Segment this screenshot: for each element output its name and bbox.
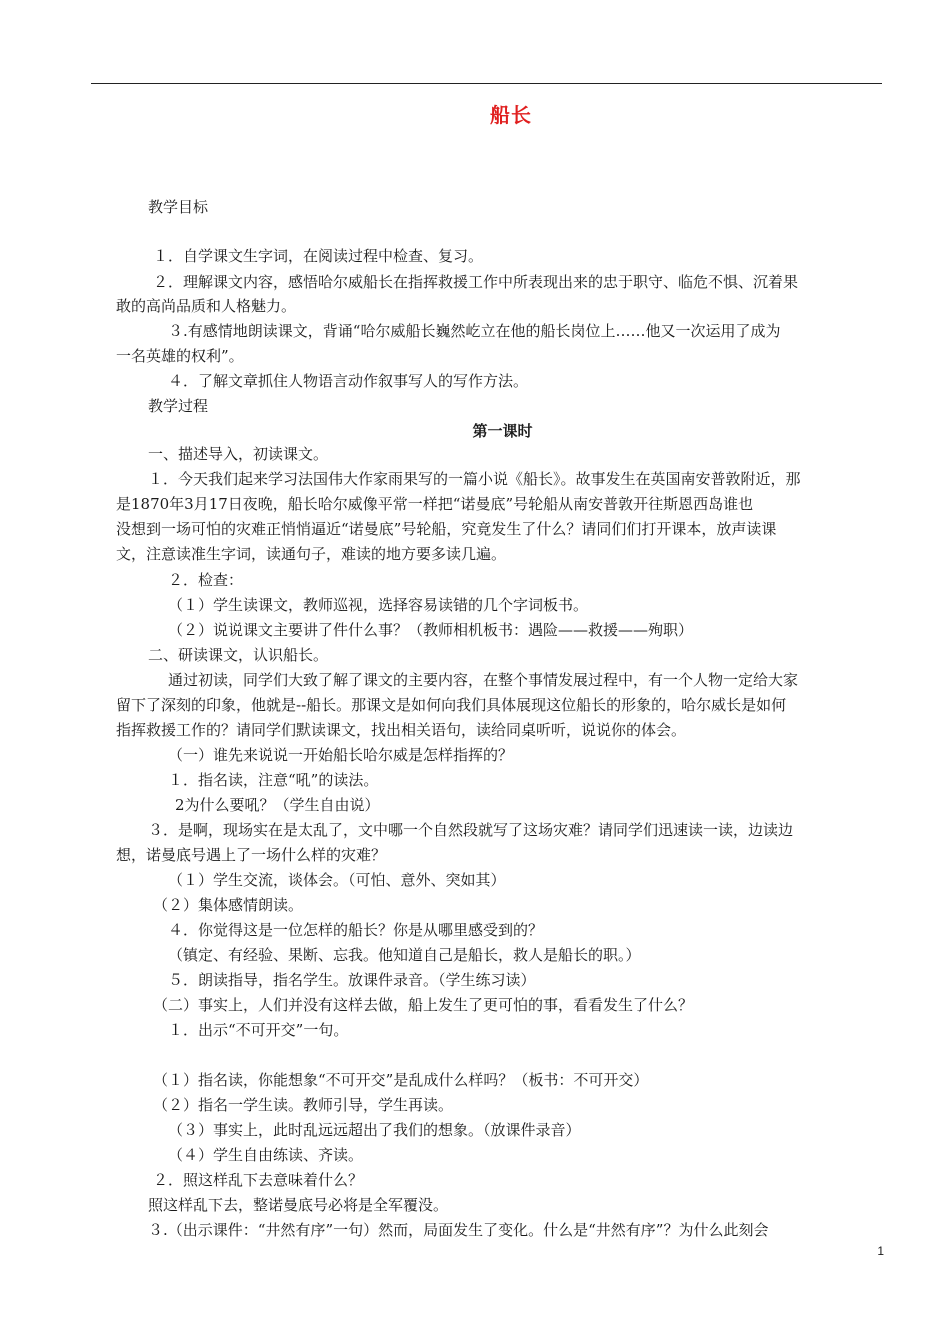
- text-line: （２）集体感情朗读。: [153, 896, 304, 914]
- text-line: 照这样乱下去，整诺曼底号必将是全军覆没。: [148, 1196, 449, 1214]
- text-line: ４．了解文章抓住人物语言动作叙事写人的写作方法。: [168, 372, 529, 390]
- text-line: 一名英雄的权利”。: [116, 347, 244, 365]
- text-line: （１）指名读，你能想象“不可开交”是乱成什么样吗？（板书：不可开交）: [153, 1071, 649, 1089]
- text-line: 是1870年3月17日夜晚，船长哈尔威像平常一样把“诺曼底”号轮船从南安普敦开往斯恩西岛谁也: [116, 495, 754, 513]
- text-line: 指挥救援工作的？请同学们默读课文，找出相关语句，读给同桌听听，说说你的体会。: [116, 721, 687, 739]
- text-line: ２．检查：: [168, 571, 244, 589]
- text-line: （１）学生读课文，教师巡视，选择容易读错的几个字词板书。: [168, 596, 589, 614]
- text-line: 没想到一场可怕的灾难正悄悄逼近“诺曼底”号轮船，究竟发生了什么？请同们们打开课本，放声读课: [116, 520, 777, 538]
- text-line: ３．是啊，现场实在是太乱了，文中哪一个自然段就写了这场灾难？请同学们迅速读一读，边读边: [148, 821, 794, 839]
- text-line: 教学目标: [148, 198, 209, 216]
- text-line: １．自学课文生字词，在阅读过程中检查、复习。: [153, 247, 484, 265]
- text-line: 留下了深刻的印象，他就是--船长。那课文是如何向我们具体展现这位船长的形象的，哈尔威长是如何: [116, 696, 787, 714]
- text-line: 一、描述导入，初读课文。: [148, 445, 329, 463]
- text-line: （２）说说课文主要讲了件什么事？（教师相机板书：遇险——救援——殉职）: [168, 621, 694, 639]
- text-line: （一）谁先来说说一开始船长哈尔威是怎样指挥的？: [168, 746, 514, 764]
- text-line: ４．你觉得这是一位怎样的船长？你是从哪里感受到的？: [168, 921, 544, 939]
- page-number: 1: [877, 1244, 884, 1258]
- text-line: ５．朗读指导，指名学生。放课件录音。（学生练习读）: [168, 971, 536, 989]
- text-line: ２．照这样乱下去意味着什么？: [153, 1171, 364, 1189]
- text-line: 二、研读课文，认识船长。: [148, 646, 329, 664]
- text-line: ２．理解课文内容，感悟哈尔威船长在指挥救援工作中所表现出来的忠于职守、临危不惧、沉着果: [153, 273, 799, 291]
- text-line: １．出示“不可开交”一句。: [168, 1021, 349, 1039]
- text-line: 教学过程: [148, 397, 209, 415]
- text-line: １．指名读，注意“吼”的读法。: [168, 771, 379, 789]
- text-line: （１）学生交流，谈体会。（可怕、意外、突如其）: [168, 871, 506, 889]
- header-rule: [91, 83, 882, 84]
- text-line: （镇定、有经验、果断、忘我。他知道自己是船长，救人是船长的职。）: [168, 946, 641, 964]
- text-line: 想，诺曼底号遇上了一场什么样的灾难？: [116, 846, 387, 864]
- text-line: 敢的高尚品质和人格魅力。: [116, 297, 297, 315]
- text-line: ３.有感情地朗读课文，背诵“哈尔威船长巍然屹立在他的船长岗位上……他又一次运用了成为: [168, 322, 781, 340]
- text-line: 2为什么要吼？（学生自由说）: [175, 796, 380, 814]
- text-line: 文，注意读准生字词，读通句子，难读的地方要多读几遍。: [116, 545, 507, 563]
- text-line: １．今天我们起来学习法国伟大作家雨果写的一篇小说《船长》。故事发生在英国南安普敦附近，那: [148, 470, 801, 488]
- text-line: （３）事实上，此时乱远远超出了我们的想象。（放课件录音）: [168, 1121, 581, 1139]
- text-line: （４）学生自由练读、齐读。: [168, 1146, 364, 1164]
- text-line: 通过初读，同学们大致了解了课文的主要内容，在整个事情发展过程中，有一个人物一定给大家: [168, 671, 799, 689]
- text-line: （２）指名一学生读。教师引导，学生再读。: [153, 1096, 454, 1114]
- document-title: 船长: [490, 103, 532, 127]
- text-line: ３.（出示课件：“井然有序”一句）然而，局面发生了变化。什么是“井然有序”？为什么此刻会: [148, 1221, 769, 1239]
- section-heading: 第一课时: [472, 422, 533, 440]
- text-line: （二）事实上，人们并没有这样去做，船上发生了更可怕的事，看看发生了什么？: [153, 996, 694, 1014]
